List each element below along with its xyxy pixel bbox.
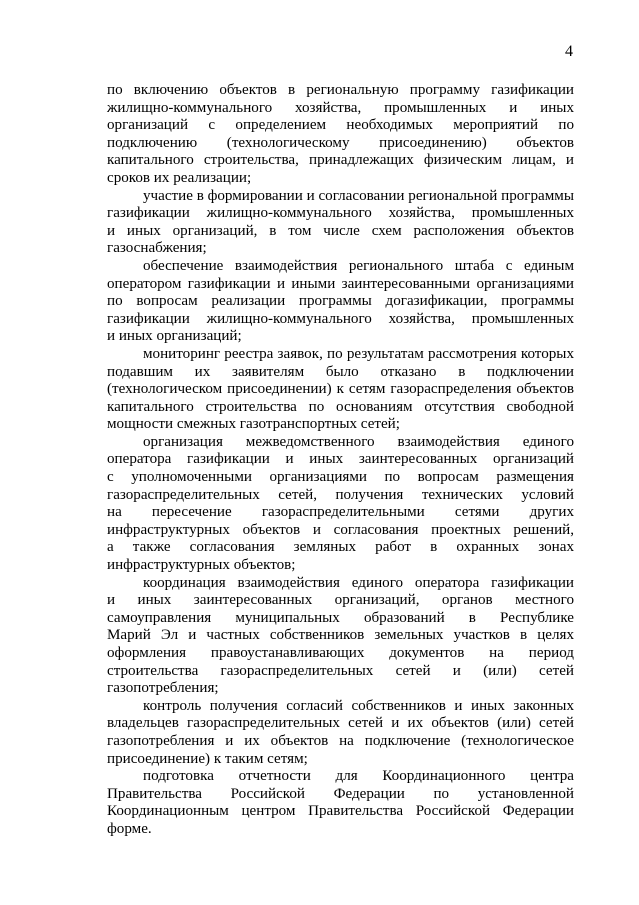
text-line: газификации жилищно-коммунального хозяйства, промышленных: [107, 310, 574, 327]
text-line: Марий Эл и частных собственников земельных участков в целях: [107, 627, 574, 644]
text-line: капитального строительства, принадлежащих физическим лицам, и: [107, 152, 574, 169]
text-line: Координационным центром Правительства Российской Федерации: [107, 803, 574, 820]
text-line: по вопросам реализации программы догазификации, программы: [107, 293, 574, 310]
text-line: газификации жилищно-коммунального хозяйства, промышленных: [107, 205, 574, 222]
text-line: самоуправления муниципальных образований в Республике: [107, 609, 574, 626]
text-line: оператора газификации и иных заинтересованных организаций: [107, 451, 574, 468]
text-line: и иных организаций;: [107, 328, 242, 345]
page-number: 4: [565, 43, 573, 60]
text-line: газопотребления;: [107, 680, 219, 697]
text-line: форме.: [107, 820, 152, 837]
text-line: газоснабжения;: [107, 240, 207, 257]
text-line: на пересечение газораспределительными сетями других: [107, 504, 574, 521]
text-line: обеспечение взаимодействия регионального штаба с единым: [143, 257, 574, 274]
text-line: мощности смежных газотранспортных сетей;: [107, 416, 400, 433]
text-line: с уполномоченными организациями по вопросам размещения: [107, 469, 574, 486]
paragraph: [107, 82, 574, 188]
text-line: строительства газораспределительных сетей и (или) сетей: [107, 662, 574, 679]
paragraph: [107, 188, 574, 258]
text-line: контроль получения согласий собственников и иных законных: [143, 697, 574, 714]
text-line: присоединение) к таким сетям;: [107, 750, 308, 767]
text-line: участие в формировании и согласовании региональной программы: [143, 187, 574, 204]
text-line: инфраструктурных объектов и согласования проектных решений,: [107, 521, 574, 538]
text-line: и иных организаций, в том числе схем расположения объектов: [107, 222, 574, 239]
text-line: координация взаимодействия единого оператора газификации: [143, 574, 574, 591]
paragraph: [107, 346, 574, 434]
text-line: а также согласования земляных работ в охранных зонах: [107, 539, 574, 556]
text-line: инфраструктурных объектов;: [107, 557, 296, 574]
paragraph: [107, 768, 574, 838]
text-line: по включению объектов в региональную программу газификации: [107, 82, 574, 98]
paragraph: [107, 698, 574, 768]
text-line: капитального строительства по основаниям отсутствия свободной: [107, 398, 574, 415]
text-line: организация межведомственного взаимодействия единого: [143, 433, 574, 450]
text-line: подавшим их заявителям было отказано в подключении: [107, 363, 574, 380]
text-line: газораспределительных сетей, получения технических условий: [107, 486, 574, 503]
text-line: владельцев газораспределительных сетей и их объектов (или) сетей: [107, 715, 574, 732]
paragraph: [107, 575, 574, 698]
text-line: мониторинг реестра заявок, по результатам рассмотрения которых: [143, 345, 574, 362]
text-line: подключению (технологическому присоединению) объектов: [107, 134, 574, 151]
text-line: (технологическом присоединении) к сетям газораспределения объектов: [107, 381, 574, 398]
text-line: жилищно-коммунального хозяйства, промышленных и иных: [107, 99, 574, 116]
paragraph: [107, 434, 574, 575]
text-line: Правительства Российской Федерации по установленной: [107, 785, 574, 802]
text-line: оформления правоустанавливающих документов на период: [107, 645, 574, 661]
text-line: оператором газификации и иными заинтересованными организациями: [107, 275, 574, 292]
paragraph: [107, 258, 574, 346]
text-line: газопотребления и их объектов на подключение (технологическое: [107, 732, 574, 749]
text-line: сроков их реализации;: [107, 169, 252, 186]
text-line: организаций с определением необходимых мероприятий по: [107, 117, 574, 134]
text-line: и иных заинтересованных организаций, органов местного: [107, 592, 574, 609]
text-line: подготовка отчетности для Координационного центра: [143, 768, 574, 785]
document-body: [107, 82, 574, 839]
